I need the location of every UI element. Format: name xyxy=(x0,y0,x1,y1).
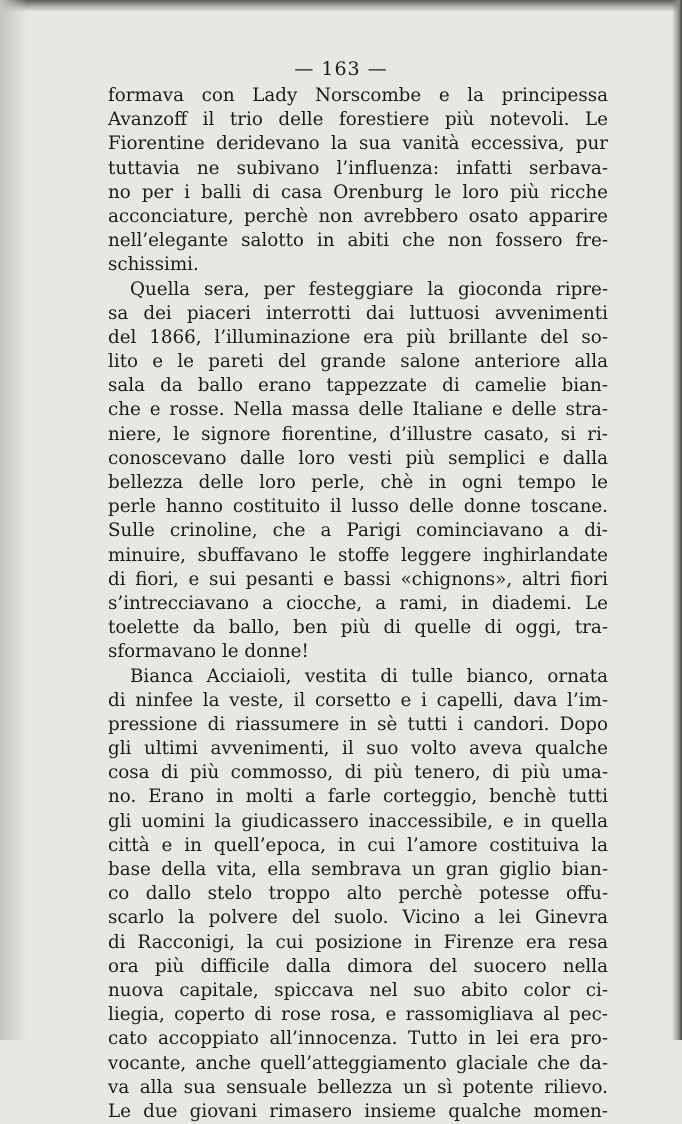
text-line: gli uomini la giudicassero inaccessibile, e in quella xyxy=(108,810,608,832)
scan-shadow-top xyxy=(0,0,682,12)
text-line: cato accoppiato all’innocenza. Tutto in lei era pro- xyxy=(108,1028,608,1050)
text-line: tuttavia ne subivano l’influenza: infatti serbava- xyxy=(108,157,608,179)
text-line: no. Erano in molti a farle corteggio, benchè tutti xyxy=(108,786,608,808)
text-line: sala da ballo erano tappezzate di camelie bian- xyxy=(108,375,608,397)
text-line: del 1866, l’illuminazione era più brillante del so- xyxy=(108,326,608,348)
text-line: ora più difficile dalla dimora del suocero nella xyxy=(108,955,608,977)
text-line: nell’elegante salotto in abiti che non fossero fre- xyxy=(108,230,608,252)
text-line: base della vita, ella sembrava un gran giglio bian- xyxy=(108,859,608,880)
body-text xyxy=(108,84,608,1124)
text-line: scarlo la polvere del suolo. Vicino a lei Ginevra xyxy=(108,907,608,929)
text-line: liegia, coperto di rose rosa, e rassomigliava al pec- xyxy=(108,1004,608,1026)
text-line: Sulle crinoline, che a Parigi cominciavano a di- xyxy=(108,520,608,542)
scan-shadow-left xyxy=(0,0,28,1040)
text-line: vocante, anche quell’atteggiamento glaciale che da- xyxy=(108,1052,608,1074)
text-line: niere, le signore fiorentine, d’illustre casato, si ri- xyxy=(108,423,608,445)
page-number: — 163 — xyxy=(294,58,388,80)
text-line: Bianca Acciaioli, vestita di tulle bianco, ornata xyxy=(130,665,608,687)
text-line: città e in quell’epoca, in cui l’amore costituiva la xyxy=(108,834,608,856)
text-line: Fiorentine deridevano la sua vanità eccessiva, pur xyxy=(108,133,608,155)
text-line: formava con Lady Norscombe e la principessa xyxy=(108,85,608,106)
text-line: co dallo stelo troppo alto perchè potesse offu- xyxy=(108,883,608,905)
text-line: sa dei piaceri interrotti dai luttuosi avvenimenti xyxy=(108,302,608,324)
text-line: di Racconigi, la cui posizione in Firenze era resa xyxy=(108,931,608,953)
text-line: pressione di riassumere in sè tutti i candori. Dopo xyxy=(108,713,608,735)
text-line: di fiori, e sui pesanti e bassi «chignons», altri fiori xyxy=(108,568,608,590)
text-line: sformavano le donne! xyxy=(108,641,309,663)
text-line: va alla sua sensuale bellezza un sì potente rilievo. xyxy=(108,1076,608,1098)
scan-shadow-right xyxy=(672,0,682,1040)
text-line: nuova capitale, spiccava nel suo abito color ci- xyxy=(108,979,608,1001)
text-line: minuire, sbuffavano le stoffe leggere inghirlandate xyxy=(108,544,608,566)
text-line: che e rosse. Nella massa delle Italiane e delle stra- xyxy=(108,399,608,421)
text-line: conoscevano dalle loro vesti più semplici e dalla xyxy=(108,447,608,469)
text-line: s’intrecciavano a ciocche, a rami, in diademi. Le xyxy=(108,592,608,614)
text-line: perle hanno costituito il lusso delle donne toscane. xyxy=(108,496,608,518)
text-line: acconciature, perchè non avrebbero osato apparire xyxy=(108,205,608,227)
text-line: lito e le pareti del grande salone anteriore alla xyxy=(108,351,608,373)
text-line: no per i balli di casa Orenburg le loro più ricche xyxy=(108,181,608,203)
text-line: Avanzoff il trio delle forestiere più notevoli. Le xyxy=(108,109,608,131)
text-line: di ninfee la veste, il corsetto e i capelli, dava l’im- xyxy=(108,689,608,711)
text-line: Quella sera, per festeggiare la gioconda ripre- xyxy=(130,278,608,300)
text-line: cosa di più commosso, di più tenero, di più uma- xyxy=(108,762,608,784)
text-line: toelette da ballo, ben più di quelle di oggi, tra- xyxy=(108,617,608,639)
text-line: Le due giovani rimasero insieme qualche momen- xyxy=(108,1100,608,1122)
text-line: gli ultimi avvenimenti, il suo volto aveva qualche xyxy=(108,738,608,760)
text-line: bellezza delle loro perle, chè in ogni tempo le xyxy=(108,472,608,493)
text-line: schissimi. xyxy=(108,254,199,276)
